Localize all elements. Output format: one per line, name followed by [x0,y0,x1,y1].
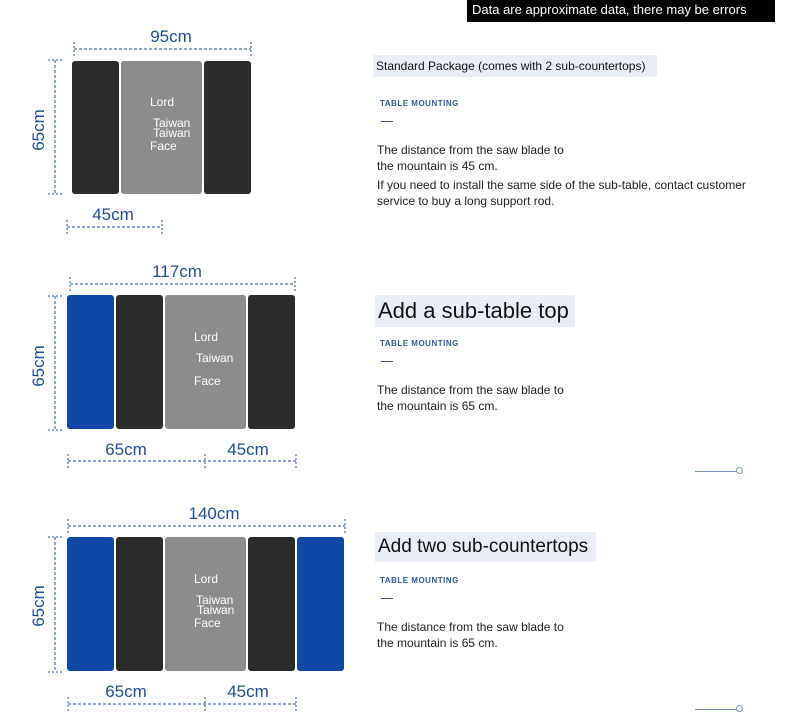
table-layout-diagrams [0,0,360,720]
panel-text-face: Face [194,374,221,388]
width-label: 95cm [150,27,192,46]
disclaimer-banner: Data are approximate data, there may be errors [467,0,775,22]
panel-text-face: Face [194,616,221,630]
extra-sub-countertop-left [67,295,114,429]
panel-text-taiwan: Taiwan [196,351,234,365]
panel-text-lord: Lord [194,572,219,586]
extra-sub-countertop-left [67,537,114,671]
width-label: 140cm [188,504,240,523]
description-distance: The distance from the saw blade to the mountain is 65 cm. [377,383,564,413]
dash-divider [381,361,393,362]
extra-sub-countertop-right [297,537,344,671]
panel-text-taiwan-echo: Taiwan [153,126,191,140]
diagram-two-extra [29,504,345,711]
sub-countertop-right [248,295,295,429]
panel-text-face: Face [150,139,177,153]
table-mounting-label: TABLE MOUNTING [380,99,459,108]
panel-text-taiwan: Taiwan [153,116,191,130]
bottom-right-label: 45cm [227,440,269,459]
dash-divider [381,598,393,599]
panel-text-taiwan-echo: Taiwan [197,603,235,617]
description-distance: The distance from the saw blade to the mountain is 45 cm. [377,143,564,173]
table-mounting-label: TABLE MOUNTING [380,576,459,585]
bottom-left-label: 65cm [105,682,147,701]
sub-countertop-right [248,537,295,671]
height-label: 65cm [29,345,48,387]
panel-text-lord: Lord [150,95,175,109]
table-mounting-label: TABLE MOUNTING [380,339,459,348]
section-title-one-extra: Add a sub-table top [375,295,575,327]
bottom-left-label: 65cm [105,440,147,459]
sub-countertop-left [116,295,163,429]
description-distance: The distance from the saw blade to the mountain is 65 cm. [377,620,564,650]
width-label: 117cm [152,262,202,281]
sub-countertop-left [72,61,119,194]
decorative-dot [736,467,743,474]
description-support-rod: If you need to install the same side of the sub-table, contact customer service to buy a long support rod. [377,178,746,208]
diagram-standard [29,27,251,234]
bottom-right-label: 45cm [227,682,269,701]
diagram-one-extra [29,262,296,468]
decorative-dot [736,705,743,712]
decorative-line [695,471,737,472]
panel-text-lord: Lord [194,330,219,344]
decorative-line [695,709,737,710]
dash-divider [381,121,393,122]
section-title-two-extra: Add two sub-countertops [375,532,596,562]
sub-countertop-right [204,61,251,194]
height-label: 65cm [29,109,48,151]
bottom-label: 45cm [92,205,134,224]
height-label: 65cm [29,585,48,627]
sub-countertop-left [116,537,163,671]
section-title-standard: Standard Package (comes with 2 sub-countertops) [373,55,657,77]
panel-text-taiwan: Taiwan [196,593,234,607]
